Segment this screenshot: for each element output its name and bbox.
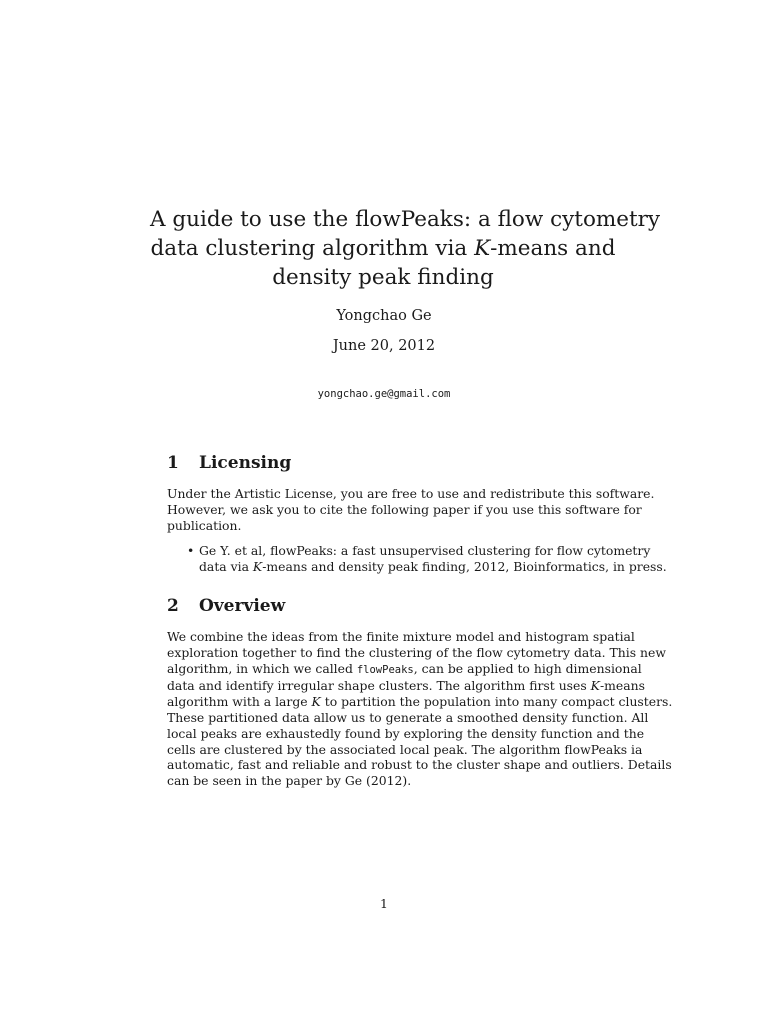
author-name: Yongchao Ge: [336, 308, 432, 324]
paragraph-text: , can be applied to high dimensional: [413, 660, 642, 676]
paragraph-line: [167, 660, 642, 679]
paragraph-text: data and identify irregular shape clusters. The algorithm first uses: [167, 678, 591, 694]
overview-paragraph: [167, 629, 673, 789]
title-line-2-text: data clustering algorithm via: [150, 236, 475, 261]
section-heading-licensing: [167, 453, 291, 473]
paragraph-line: [167, 694, 673, 710]
title-line-2-text-end: -means and: [490, 236, 616, 261]
citation-text: data via: [199, 558, 253, 574]
title-line-3: density peak finding: [272, 265, 494, 290]
section-title: Overview: [199, 596, 286, 616]
paragraph-text: -means: [599, 678, 645, 694]
paragraph-text: algorithm, in which we called: [167, 660, 357, 676]
licensing-paragraph: [167, 486, 655, 533]
citation-math-k: K: [252, 558, 263, 574]
paragraph-line: [167, 678, 645, 694]
publication-date: June 20, 2012: [332, 338, 436, 354]
code-flowpeaks: flowPeaks: [356, 663, 414, 676]
paragraph-line: cells are clustered by the associated local peak. The algorithm flowPeaks ia: [167, 741, 643, 757]
section-heading-overview: [167, 596, 285, 616]
citation-list: [167, 543, 667, 575]
paragraph-line: exploration together to find the clustering of the flow cytometry data. This new: [167, 644, 666, 660]
paragraph-line: can be seen in the paper by Ge (2012).: [167, 773, 412, 789]
page-number: 1: [380, 896, 388, 911]
paragraph-line: publication.: [167, 517, 242, 533]
paragraph-text: to partition the population into many compact clusters.: [320, 694, 673, 710]
section-title: Licensing: [199, 453, 292, 473]
math-k: K: [590, 678, 600, 694]
paragraph-line: local peaks are exhaustedly found by exploring the density function and the: [167, 725, 645, 741]
citation-item: [167, 543, 667, 575]
paragraph-line: These partitioned data allow us to generate a smoothed density function. All: [167, 709, 649, 725]
bullet-icon: •: [187, 543, 195, 558]
paragraph-line: We combine the ideas from the finite mixture model and histogram spatial: [167, 629, 635, 644]
title-line-1: A guide to use the flowPeaks: a flow cytometry: [150, 207, 661, 232]
section-number: 1: [167, 453, 179, 473]
paper-title: [150, 205, 661, 292]
title-math-k: K: [474, 236, 491, 261]
author-email: yongchao.ge@gmail.com: [317, 388, 451, 400]
citation-text-end: -means and density peak finding, 2012, Bioinformatics, in press.: [262, 558, 667, 574]
title-line-2: [150, 234, 616, 263]
paragraph-text: algorithm with a large: [167, 694, 312, 710]
citation-line-1: Ge Y. et al, flowPeaks: a fast unsupervised clustering for flow cytometry: [199, 543, 651, 558]
paragraph-line: automatic, fast and reliable and robust to the cluster shape and outliers. Details: [167, 757, 672, 773]
paragraph-line: However, we ask you to cite the following paper if you use this software for: [167, 501, 642, 517]
citation-line-2: [199, 558, 667, 575]
math-k: K: [311, 694, 321, 710]
paragraph-line: Under the Artistic License, you are free to use and redistribute this software.: [167, 486, 655, 501]
section-number: 2: [167, 596, 179, 616]
